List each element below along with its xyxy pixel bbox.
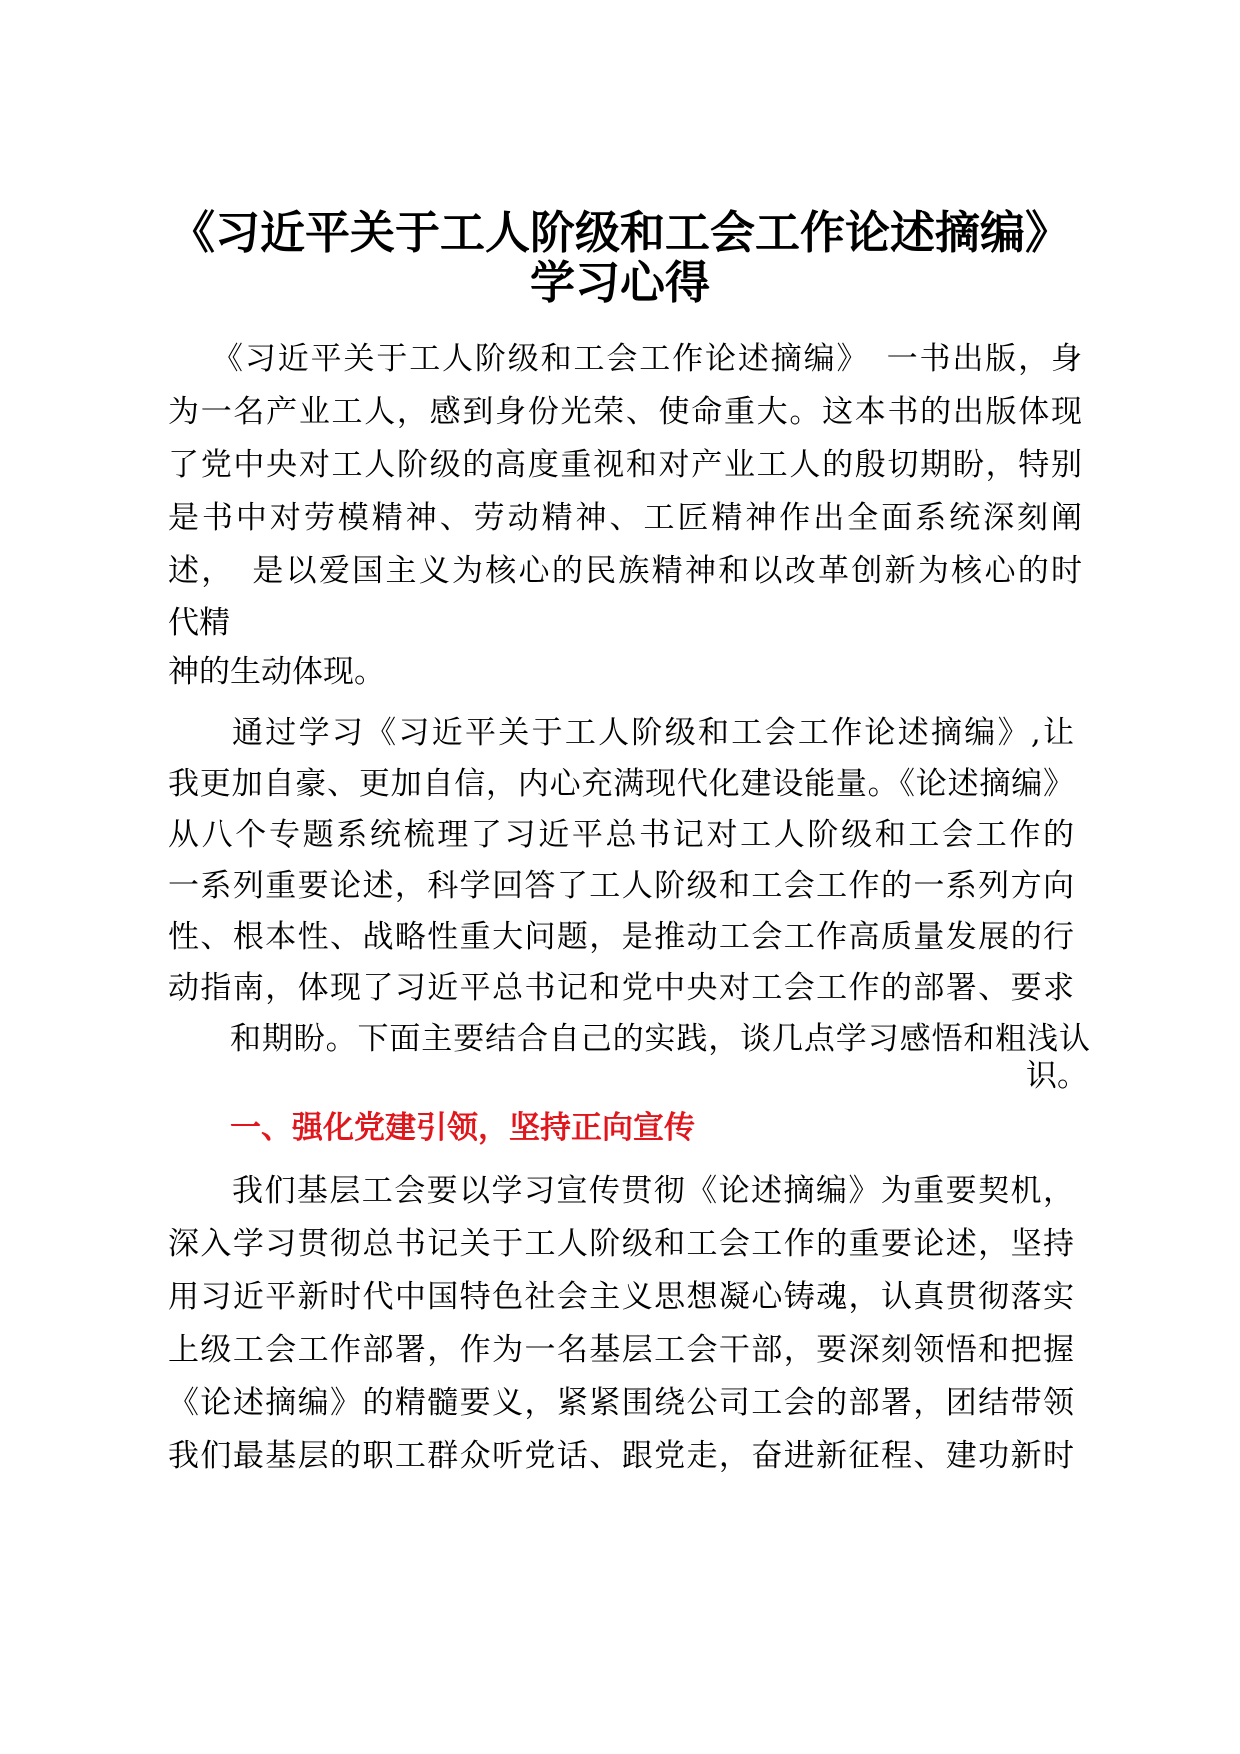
paragraph-3-line-6: 我们最基层的职工群众听党话、跟党走，奋进新征程、建功新时 (168, 1438, 1074, 1474)
paragraph-3-line-5: 《论述摘编》的精髓要义，紧紧围绕公司工会的部署，团结带领 (168, 1385, 1074, 1421)
paragraph-2-line-1: 通过学习《习近平关于工人阶级和工会工作论述摘编》,让 (232, 715, 1074, 751)
section-heading-1: 一、强化党建引领，坚持正向宣传 (230, 1110, 695, 1146)
paragraph-2-line-5: 性、根本性、战略性重大问题，是推动工会工作高质量发展的行 (168, 919, 1074, 955)
document-title-line-2: 学习心得 (529, 256, 710, 309)
paragraph-2-line-6: 动指南，体现了习近平总书记和党中央对工会工作的部署、要求 (168, 970, 1074, 1006)
paragraph-2-line-7: 和期盼。下面主要结合自己的实践，谈几点学习感悟和粗浅认 (230, 1021, 1090, 1057)
paragraph-3-line-1: 我们基层工会要以学习宣传贯彻《论述摘编》为重要契机， (232, 1173, 1074, 1209)
paragraph-3-line-3: 用习近平新时代中国特色社会主义思想凝心铸魂，认真贯彻落实 (168, 1279, 1074, 1315)
paragraph-1-line-6: 代精 (168, 605, 230, 641)
paragraph-1-line-3: 了党中央对工人阶级的高度重视和对产业工人的殷切期盼，特别 (168, 447, 1082, 483)
paragraph-3-line-4: 上级工会工作部署，作为一名基层工会干部，要深刻领悟和把握 (168, 1332, 1074, 1368)
paragraph-1-line-1: 《习近平关于工人阶级和工会工作论述摘编》 一书出版，身 (212, 341, 1082, 377)
paragraph-1-line-7: 神的生动体现。 (168, 654, 385, 690)
paragraph-2-line-2: 我更加自豪、更加自信，内心充满现代化建设能量。《论述摘编》 (168, 766, 1074, 802)
paragraph-3-line-2: 深入学习贯彻总书记关于工人阶级和工会工作的重要论述，坚持 (168, 1226, 1074, 1262)
paragraph-2-line-3: 从八个专题系统梳理了习近平总书记对工人阶级和工会工作的 (168, 817, 1074, 853)
paragraph-1-line-5: 述， 是以爱国主义为核心的民族精神和以改革创新为核心的时 (168, 553, 1082, 589)
paragraph-1-line-4: 是书中对劳模精神、劳动精神、工匠精神作出全面系统深刻阐 (168, 500, 1082, 536)
document-title-line-1: 《习近平关于工人阶级和工会工作论述摘编》 (169, 206, 1070, 259)
paragraph-2-line-4: 一系列重要论述，科学回答了工人阶级和工会工作的一系列方向 (168, 868, 1074, 904)
paragraph-2-line-8: 识。 (1026, 1058, 1088, 1094)
paragraph-1-line-2: 为一名产业工人，感到身份光荣、使命重大。这本书的出版体现 (168, 394, 1082, 430)
